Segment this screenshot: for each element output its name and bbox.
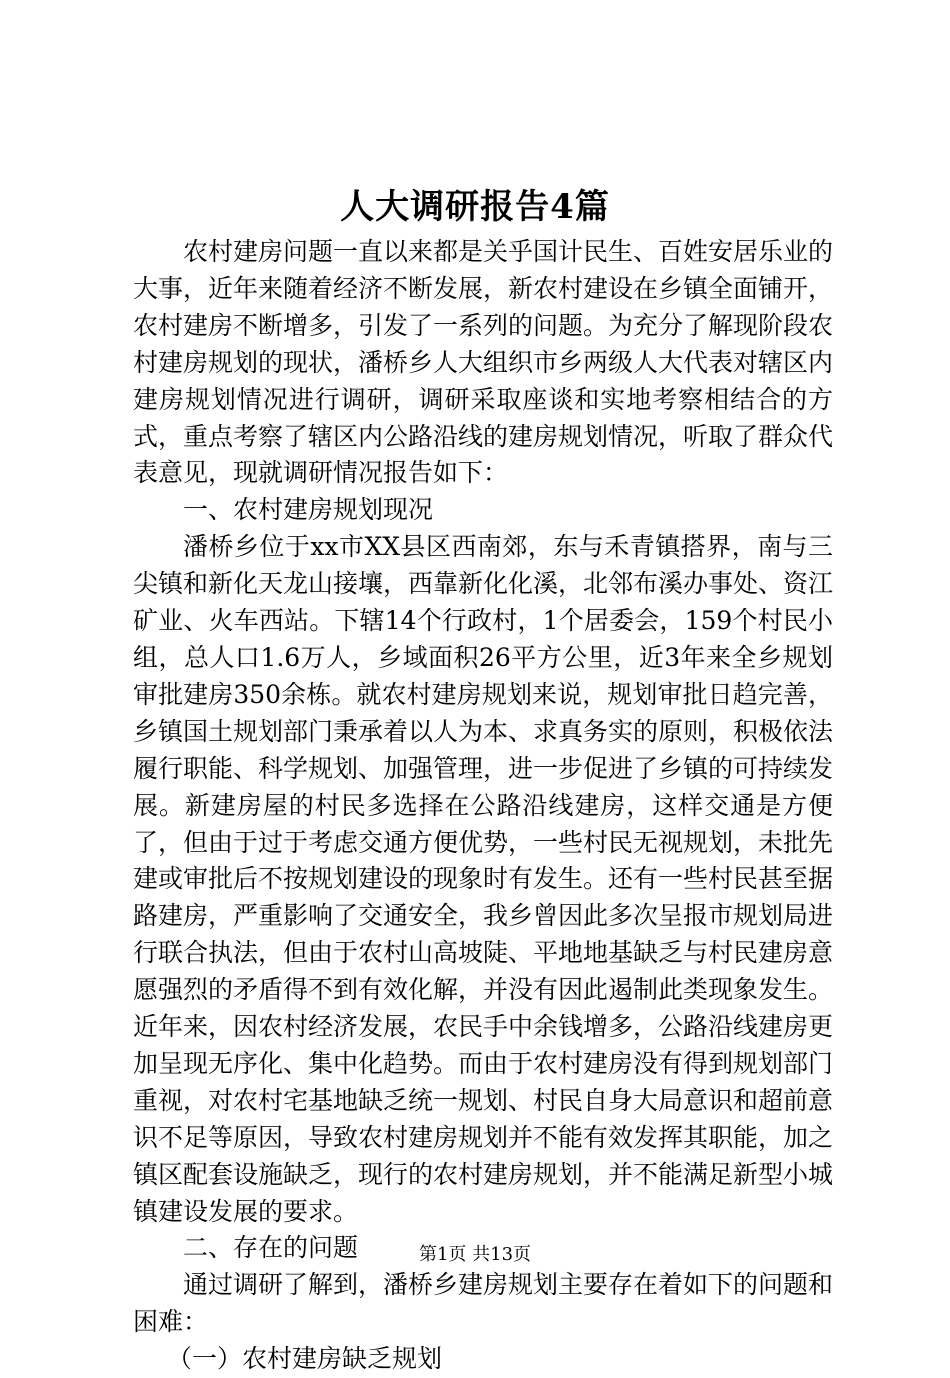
document-body xyxy=(133,234,833,1378)
document-title: 人大调研报告4篇 xyxy=(340,187,610,227)
paragraph-intro: 农村建房问题一直以来都是关乎国计民生、百姓安居乐业的大事，近年来随着经济不断发展，新农村建设在乡镇全面铺开，农村建房不断增多，引发了一系列的问题。为充分了解现阶段农村建房规划的现状，潘桥乡人大组织市乡两级人大代表对辖区内建房规划情况进行调研，调研采取座谈和实地考察相结合的方式，重点考察了辖区内公路沿线的建房规划情况，听取了群众代表意见，现就调研情况报告如下： xyxy=(133,237,834,488)
subsection-heading-1: （一）农村建房缺乏规划 xyxy=(167,1344,443,1374)
section-heading-2: 二、存在的问题 xyxy=(183,1233,359,1263)
paragraph-current-status: 潘桥乡位于xx市XX县区西南郊，东与禾青镇搭界，南与三尖镇和新化天龙山接壤，西靠新化化溪，北邻布溪办事处、资江矿业、火车西站。下辖14个行政村，1个居委会，159个村民小组，总人口1.6万人，乡域面积26平方公里，近3年来全乡规划审批建房350余栋。就农村建房规划来说，规划审批日趋完善，乡镇国土规划部门秉承着以人为本、求真务实的原则，积极依法履行职能、科学规划、加强管理，进一步促进了乡镇的可持续发展。新建房屋的村民多选择在公路沿线建房，这样交通是方便了，但由于过于考虑交通方便优势，一些村民无视规划，未批先建或审批后不按规划建设的现象时有发生。还有一些村民甚至据路建房，严重影响了交通安全，我乡曾因此多次呈报市规划局进行联合执法，但由于农村山高坡陡、平地地基缺乏与村民建房意愿强烈的矛盾得不到有效化解，并没有因此遏制此类现象发生。近年来，因农村经济发展，农民手中余钱增多，公路沿线建房更加呈现无序化、集中化趋势。而由于农村建房没有得到规划部门重视，对农村宅基地缺乏统一规划、村民自身大局意识和超前意识不足等原因，导致农村建房规划并不能有效发挥其职能，加之镇区配套设施缺乏，现行的农村建房规划，并不能满足新型小城镇建设发展的要求。 xyxy=(133,532,834,1226)
paragraph-problems-intro: 通过调研了解到，潘桥乡建房规划主要存在着如下的问题和困难： xyxy=(133,1270,834,1337)
section-heading-1: 一、农村建房规划现况 xyxy=(183,495,434,525)
page-footer: 第1页 共13页 xyxy=(418,1244,532,1265)
